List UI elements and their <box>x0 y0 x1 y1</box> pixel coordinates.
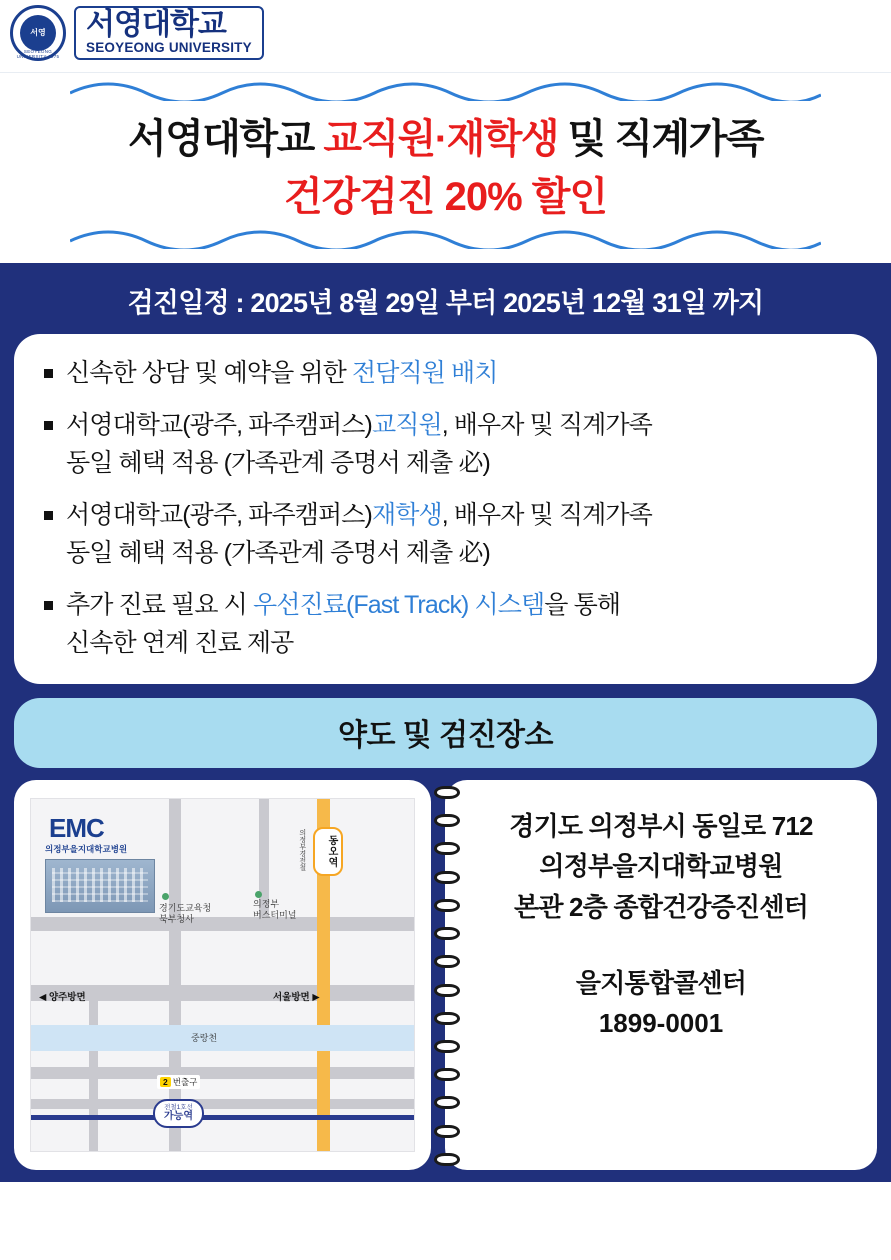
map-station-ganeung-name: 가능역 <box>164 1111 193 1123</box>
map-station-ganeung-sub: 전철1호선 <box>164 1104 193 1111</box>
map-subway-exit-label: 번출구 <box>172 1077 198 1087</box>
schedule-text: 검진일정 : 2025년 8월 29일 부터 2025년 12월 31일 까지 <box>127 288 764 318</box>
university-logo <box>10 5 264 61</box>
logo-wordmark <box>74 6 264 60</box>
list-item <box>40 354 859 392</box>
wave-divider-bottom-icon <box>70 227 821 249</box>
logo-name-korean: 서영대학교 <box>86 8 226 42</box>
address-line-2: 의정부을지대학교병원 <box>539 851 783 882</box>
map-station-ganeung <box>153 1099 204 1128</box>
list-item <box>40 406 859 482</box>
address-spacer <box>455 927 867 963</box>
binding-ring <box>434 814 460 827</box>
address-line-1: 경기도 의정부시 동일로 712 <box>509 811 813 841</box>
benefits-card <box>14 334 877 684</box>
map-subway-exit-number: 2 <box>160 1077 171 1087</box>
map-river <box>31 1025 414 1051</box>
spiral-binding-icon <box>432 786 462 1166</box>
binding-ring <box>434 1153 460 1166</box>
bullet-text-highlight: 우선진료(Fast Track) 시스템 <box>252 591 545 619</box>
page-title-line2: 건강검진 20% 할인 <box>283 175 608 219</box>
address-line-3: 본관 2층 종합건강증진센터 <box>514 891 808 922</box>
map-hospital-brand-sub: 의정부을지대학교병원 <box>45 844 128 854</box>
title-block <box>0 73 891 263</box>
binding-ring <box>434 786 460 799</box>
navy-content-panel <box>0 263 891 1182</box>
bullet-text-second-line: 동일 혜택 적용 (가족관계 증명서 제출 必) <box>66 539 490 567</box>
bullet-text-plain-2: , 배우자 및 직계가족 <box>441 411 652 439</box>
binding-ring <box>434 1012 460 1025</box>
bullet-text-plain: 서영대학교(광주, 파주캠퍼스) <box>66 411 372 439</box>
bullet-text-plain: 신속한 상담 및 예약을 위한 <box>66 359 352 387</box>
location-map[interactable] <box>30 798 415 1152</box>
bullet-text-highlight: 교직원 <box>371 411 442 439</box>
binding-ring <box>434 984 460 997</box>
binding-ring <box>434 842 460 855</box>
bullet-text-plain: 추가 진료 필요 시 <box>66 591 253 619</box>
map-label-edu-office: 경기도교육청 북부청사 <box>159 903 212 925</box>
map-direction-right: 서울방면 ▶ <box>273 992 320 1003</box>
wave-divider-top-icon <box>70 79 821 101</box>
title-part-1: 서영대학교 <box>128 117 324 161</box>
list-item <box>40 586 859 662</box>
map-subway-exit <box>157 1075 200 1089</box>
binding-ring <box>434 899 460 912</box>
title-part-2: 교직원·재학생 <box>323 117 559 161</box>
map-label-river: 중랑천 <box>191 1033 218 1043</box>
bullet-text-second-line: 동일 혜택 적용 (가족관계 증명서 제출 必) <box>66 449 490 477</box>
emblem-inner-text: 서영 <box>20 15 56 51</box>
page-header <box>0 0 891 73</box>
university-emblem-icon <box>10 5 66 61</box>
section-heading-location: 약도 및 검진장소 <box>14 698 877 768</box>
binding-ring <box>434 1040 460 1053</box>
bullet-text-plain: 서영대학교(광주, 파주캠퍼스) <box>66 501 372 529</box>
bullet-text-plain-2: 을 통해 <box>544 591 621 619</box>
binding-ring <box>434 927 460 940</box>
binding-ring <box>434 1068 460 1081</box>
map-road-vertical-3 <box>89 999 98 1152</box>
binding-ring <box>434 1096 460 1109</box>
map-hospital-building <box>45 859 155 913</box>
bullet-text-plain-2: , 배우자 및 직계가족 <box>441 501 652 529</box>
map-station-dongo-sub: 의정부경전철 <box>298 829 306 871</box>
map-poi-dot-bus-terminal-icon <box>255 891 262 898</box>
bullet-text-highlight: 재학생 <box>371 501 442 529</box>
list-item <box>40 496 859 572</box>
address-card <box>445 780 877 1170</box>
benefits-list <box>40 354 859 662</box>
emblem-ring-text: SEOYEONG UNIVERSITY 1975 <box>16 49 60 59</box>
map-poi-dot-edu-office-icon <box>162 893 169 900</box>
title-part-3: 및 직계가족 <box>558 117 763 161</box>
map-label-bus-terminal: 의정부 버스터미널 <box>253 899 297 921</box>
bullet-text-second-line: 신속한 연계 진료 제공 <box>66 629 294 657</box>
binding-ring <box>434 871 460 884</box>
map-card <box>14 780 431 1170</box>
binding-ring <box>434 955 460 968</box>
map-direction-left: ◀ 양주방면 <box>39 992 86 1003</box>
map-rail-line <box>31 1115 414 1120</box>
map-hospital-brand: EMC <box>49 813 104 843</box>
page-title-line1 <box>0 107 891 164</box>
location-row <box>14 780 877 1170</box>
binding-ring <box>434 1125 460 1138</box>
bullet-text-highlight: 전담직원 배치 <box>351 359 498 387</box>
map-station-dongo: 동오역 <box>313 827 343 876</box>
logo-name-english: SEOYEONG UNIVERSITY <box>86 40 252 56</box>
callcenter-label: 을지통합콜센터 <box>575 967 747 998</box>
callcenter-number[interactable]: 1899-0001 <box>598 1008 724 1039</box>
